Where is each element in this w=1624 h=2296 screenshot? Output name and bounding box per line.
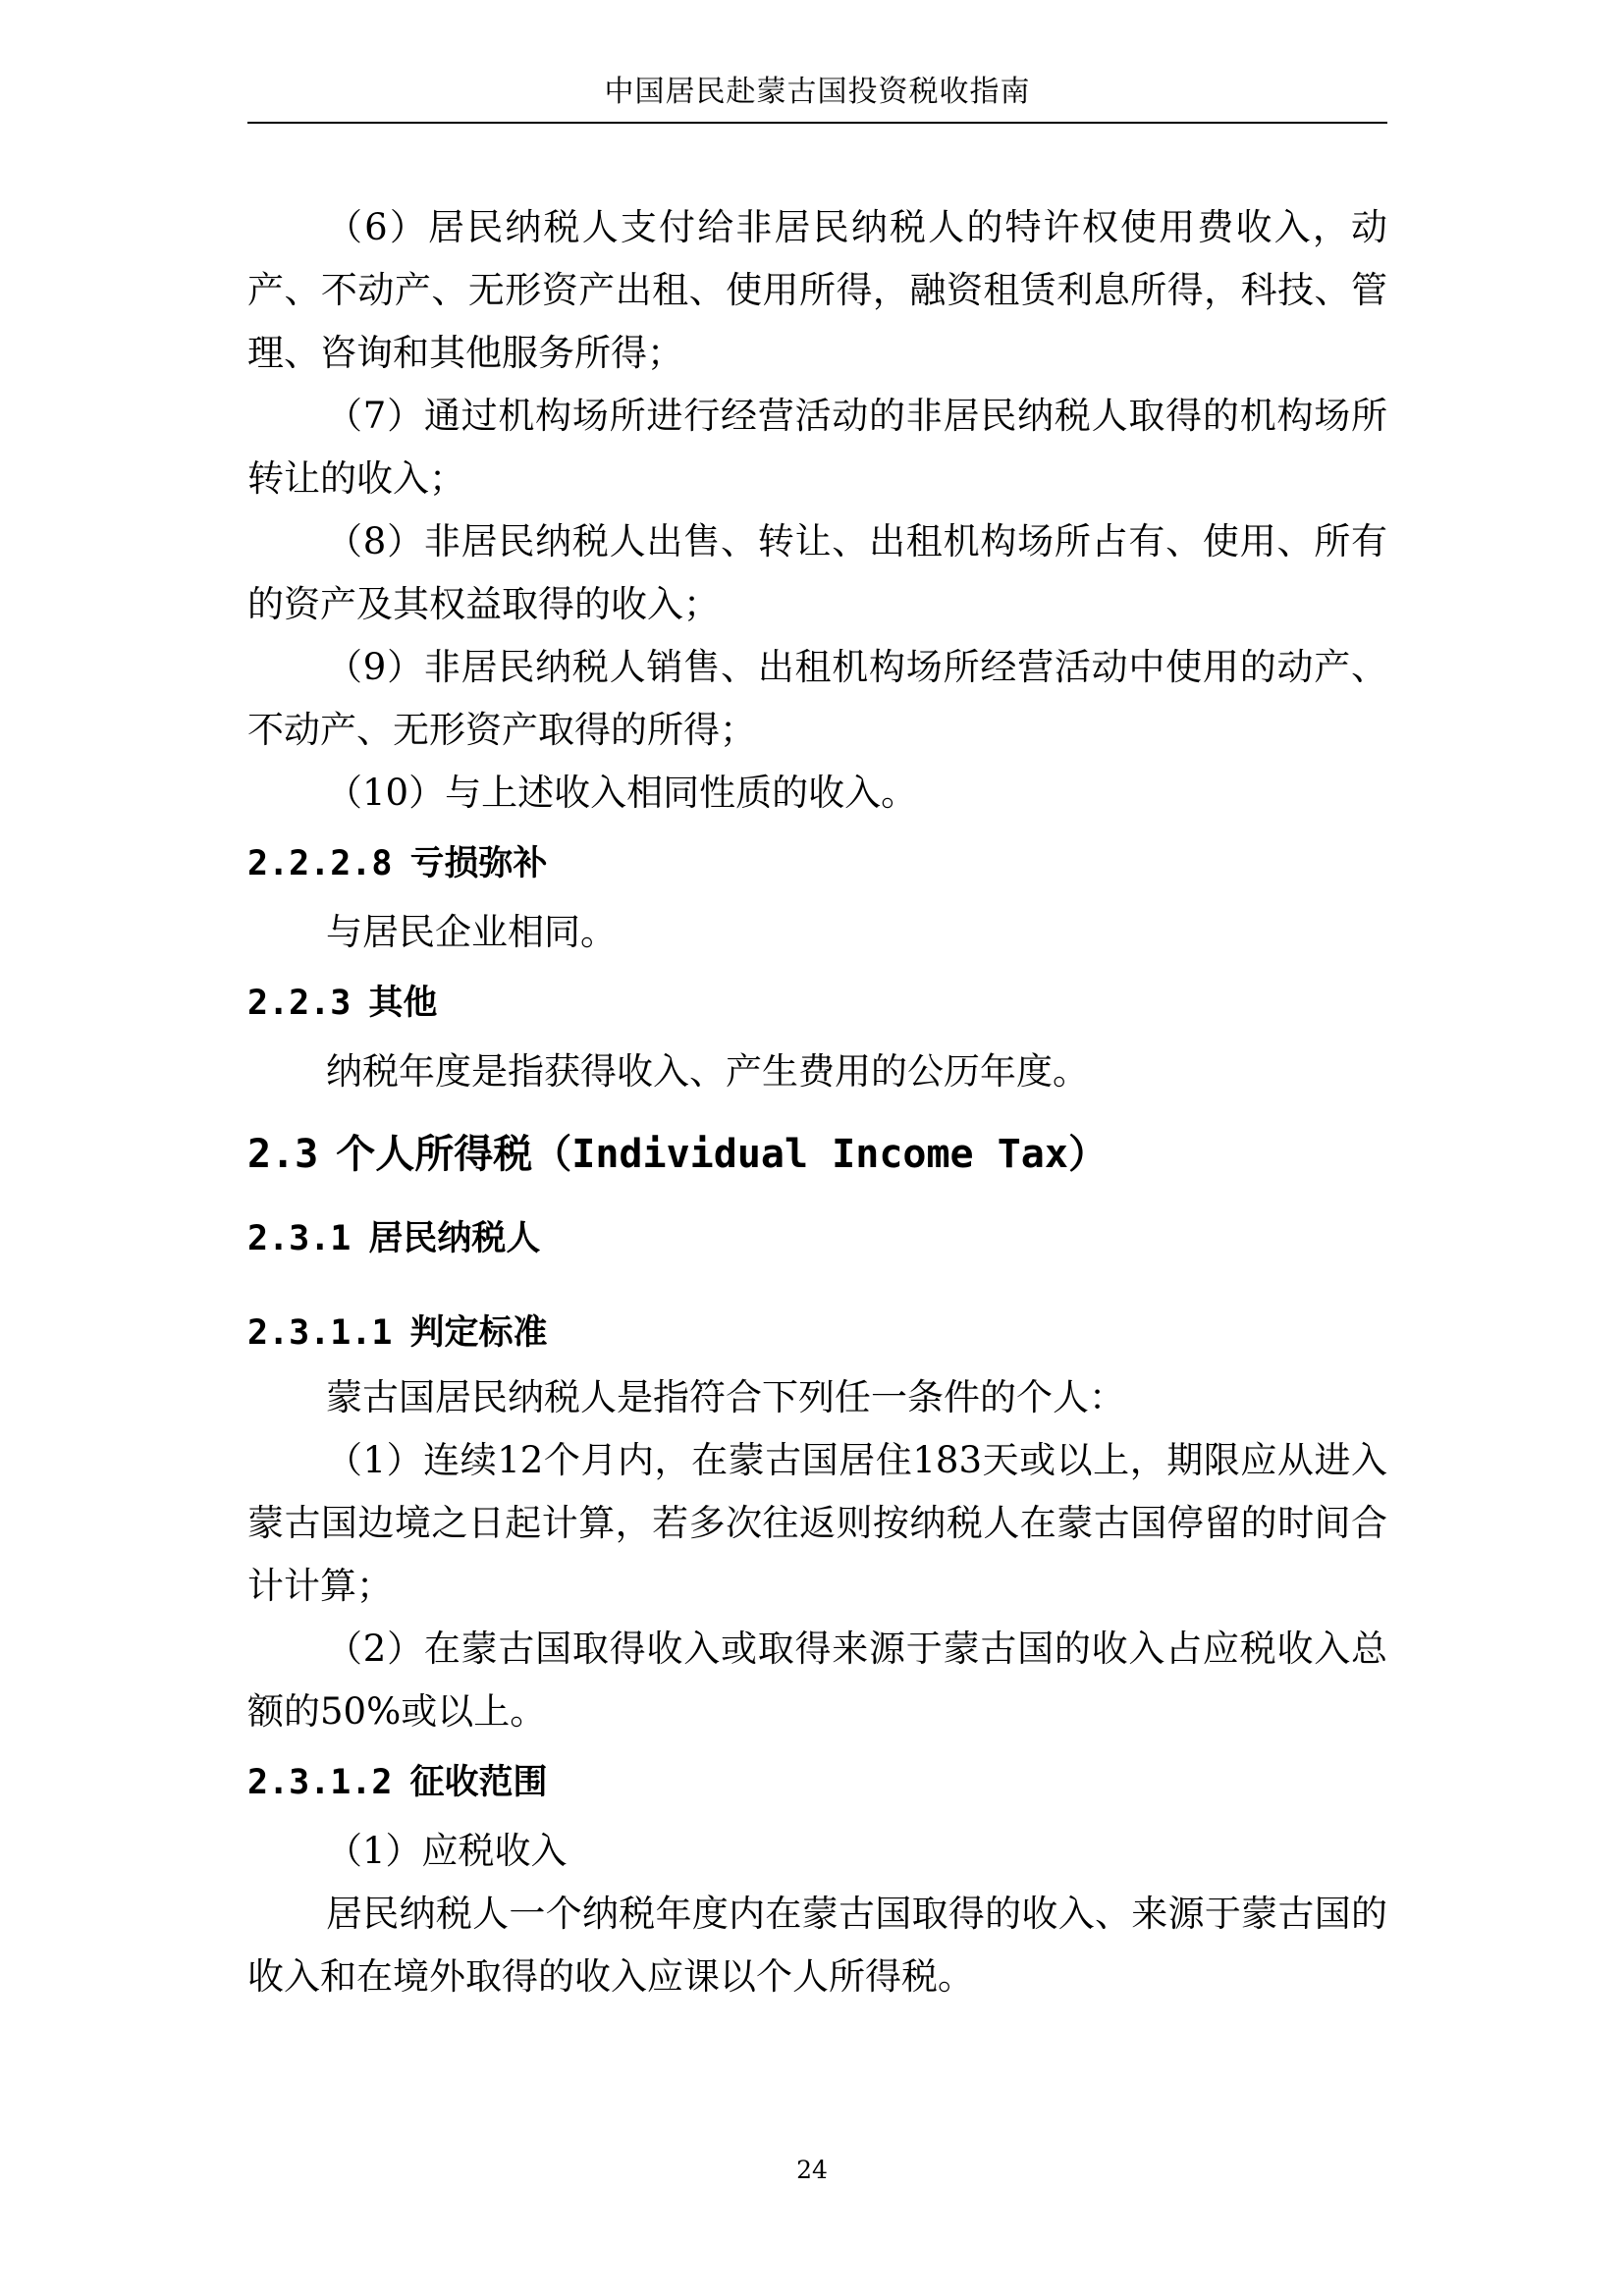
paragraph: 居民纳税人一个纳税年度内在蒙古国取得的收入、来源于蒙古国的收入和在境外取得的收入应课以个人所得税。	[247, 1893, 1387, 1998]
list-item-7: （7）通过机构场所进行经营活动的非居民纳税人取得的机构场所转让的收入；	[247, 395, 1387, 500]
section-number: 2.3.1.2	[247, 1763, 393, 1802]
section-title: 征收范围	[409, 1763, 548, 1802]
paragraph: 纳税年度是指获得收入、产生费用的公历年度。	[326, 1050, 1089, 1093]
list-item-2: （2）在蒙古国取得收入或取得来源于蒙古国的收入占应税收入总额的50%或以上。	[247, 1628, 1387, 1733]
section-title: 亏损弥补	[409, 844, 548, 883]
section-title: 个人所得税（Individual Income Tax）	[336, 1132, 1108, 1177]
section-number: 2.3.1.1	[247, 1313, 393, 1353]
section-title: 判定标准	[409, 1313, 548, 1353]
section-title: 其他	[368, 984, 438, 1023]
section-number: 2.3	[247, 1132, 319, 1177]
section-heading-2-2-3	[247, 984, 1387, 1023]
section-heading-2-3	[247, 1131, 1387, 1178]
section-title: 居民纳税人	[368, 1219, 541, 1258]
section-number: 2.2.3	[247, 984, 352, 1023]
section-heading-2-3-1-1	[247, 1313, 1387, 1353]
list-item-1: （1）连续12个月内，在蒙古国居住183天或以上，期限应从进入蒙古国边境之日起计算，若多次往返则按纳税人在蒙古国停留的时间合计计算；	[247, 1439, 1387, 1607]
section-heading-2-3-1-2	[247, 1763, 1387, 1802]
list-item-taxable-income: （1）应税收入	[326, 1830, 568, 1872]
list-item-10: （10）与上述收入相同性质的收入。	[326, 772, 918, 814]
running-header: 中国居民赴蒙古国投资税收指南	[604, 75, 1031, 109]
list-item-9: （9）非居民纳税人销售、出租机构场所经营活动中使用的动产、不动产、无形资产取得的所得；	[247, 646, 1387, 751]
page-number: 24	[796, 2156, 828, 2184]
section-heading-2-3-1	[247, 1219, 1387, 1258]
page-body	[247, 196, 1387, 2008]
section-number: 2.3.1	[247, 1219, 352, 1258]
section-number: 2.2.2.8	[247, 844, 393, 883]
list-item-8: （8）非居民纳税人出售、转让、出租机构场所占有、使用、所有的资产及其权益取得的收入；	[247, 520, 1387, 625]
header-rule	[247, 122, 1387, 124]
list-item-6: （6）居民纳税人支付给非居民纳税人的特许权使用费收入，动产、不动产、无形资产出租、使用所得，融资租赁利息所得，科技、管理、咨询和其他服务所得；	[247, 206, 1387, 374]
paragraph: 蒙古国居民纳税人是指符合下列任一条件的个人：	[326, 1376, 1125, 1418]
section-heading-2-2-2-8	[247, 844, 1387, 883]
paragraph: 与居民企业相同。	[326, 911, 617, 953]
